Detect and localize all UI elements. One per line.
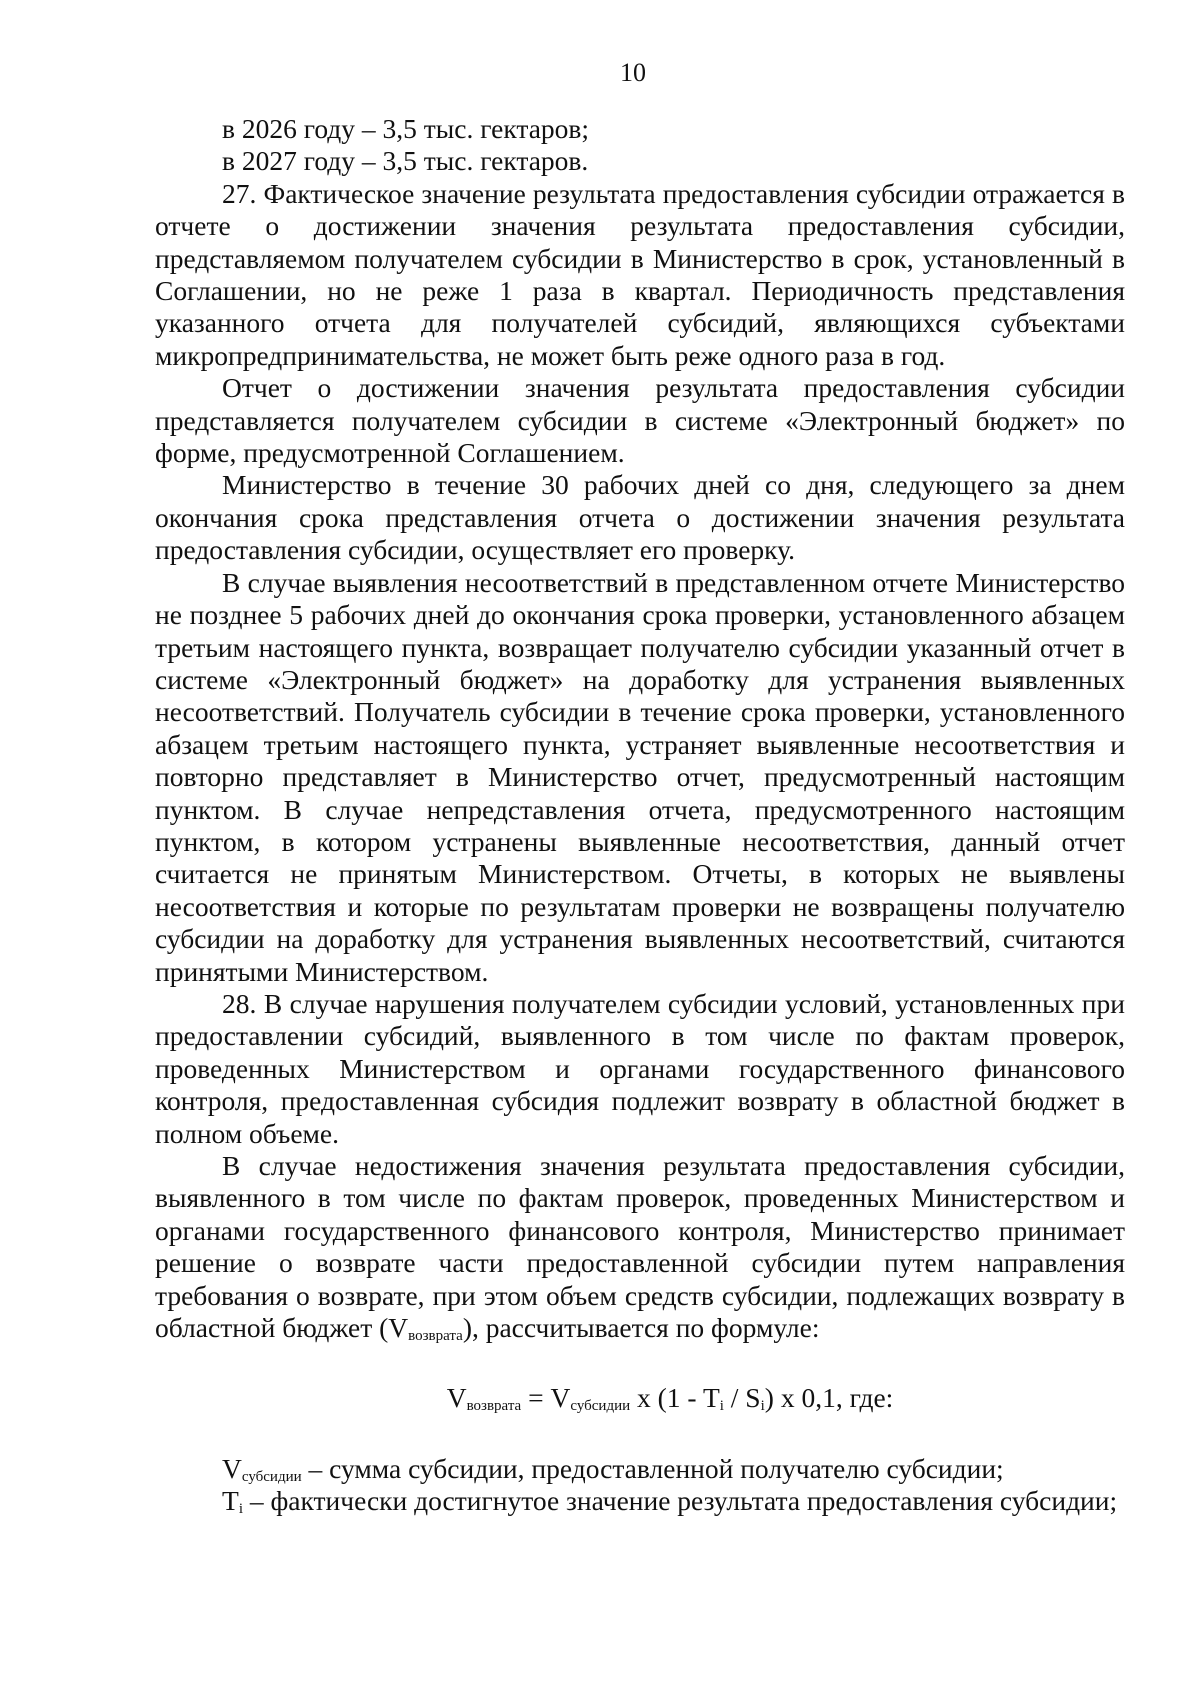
formula-s-subscript: i — [760, 1398, 765, 1415]
partial-return-text: В случае недостижения значения результата предоставления субсидии, выявленного в том числе по фактам проверок, проведенных Министерством и органами государственного финансового контроля, Министерство принимает решение о возврате части предоставленной субсидии путем направления требования о возврате, при этом объем средств субсидии, подлежащих возврату в областной бюджет (V — [155, 1150, 1125, 1344]
definition-subscript: i — [238, 1501, 243, 1518]
definition-symbol: T — [222, 1485, 239, 1517]
formula-tail: ) x 0,1, где: — [764, 1382, 894, 1414]
formula-slash: / S — [723, 1382, 761, 1414]
paragraph-27: 27. Фактическое значение результата предоставления субсидии отражается в отчете о достижении значения результата предоставления субсидии, представляемом получателем субсидии в Министерство в срок, установленный в Соглашении, но не реже 1 раза в квартал. Периодичность представления указанного отчета для получателей субсидий, являющихся субъектами микропредпринимательства, не может быть реже одного раза в год. — [155, 177, 1125, 371]
definition-text: – фактически достигнутое значение результата предоставления субсидии; — [242, 1485, 1118, 1517]
definition-t-i — [155, 1485, 1125, 1517]
formula-t-subscript: i — [719, 1398, 724, 1415]
definition-v-subsidy — [155, 1453, 1125, 1485]
paragraph-discrepancies: В случае выявления несоответствий в представленном отчете Министерство не позднее 5 рабочих дней до окончания срока проверки, установленного абзацем третьим настоящего пункта, возвращает получателю субсидии указанный отчет в системе «Электронный бюджет» на доработку для устранения выявленных несоответствий. Получатель субсидии в течение срока проверки, установленного абзацем третьим настоящего пункта, устраняет выявленные несоответствия и повторно представляет в Министерство отчет, предусмотренный настоящим пунктом. В случае непредставления отчета, предусмотренного настоящим пунктом, в котором устранены выявленные несоответствия, данный отчет считается не принятым Министерством. Отчеты, в которых не выявлены несоответствия и которые по результатам проверки не возвращены получателю субсидии на доработку для устранения выявленных несоответствий, считаются принятыми Министерством. — [155, 566, 1125, 987]
definition-subscript: субсидии — [241, 1468, 302, 1485]
formula-v-return: V — [446, 1382, 467, 1414]
text-line-2026: в 2026 году – 3,5 тыс. гектаров; — [222, 113, 590, 144]
formula-equals: = — [521, 1382, 551, 1414]
text-line-2027: в 2027 году – 3,5 тыс. гектаров. — [222, 145, 589, 177]
paragraph-report-check: Министерство в течение 30 рабочих дней со дня, следующего за днем окончания срока представления отчета о достижении значения результата предоставления субсидии, осуществляет его проверку. — [155, 469, 1125, 566]
return-formula — [155, 1382, 1125, 1414]
paragraph-partial-return — [155, 1150, 1125, 1344]
partial-return-subscript: возврата — [408, 1328, 463, 1345]
definition-symbol: V — [222, 1452, 242, 1484]
document-body — [155, 113, 1125, 1518]
formula-middle: x (1 - T — [630, 1382, 720, 1414]
formula-v-return-subscript: возврата — [466, 1398, 522, 1415]
formula-v-subsidy-subscript: субсидии — [570, 1398, 631, 1415]
definition-text: – сумма субсидии, предоставленной получателю субсидии; — [301, 1452, 1004, 1484]
formula-v-subsidy: V — [550, 1382, 571, 1414]
page-number: 10 — [620, 58, 646, 87]
paragraph-report-submission: Отчет о достижении значения результата предоставления субсидии представляется получателем субсидии в системе «Электронный бюджет» по форме, предусмотренной Соглашением. — [155, 372, 1125, 469]
partial-return-text-end: ), рассчитывается по формуле: — [462, 1312, 820, 1344]
paragraph-28: 28. В случае нарушения получателем субсидии условий, установленных при предоставлении субсидий, выявленного в том числе по фактам проверок, проведенных Министерством и органами государственного финансового контроля, предоставленная субсидия подлежит возврату в областной бюджет в полном объеме. — [155, 987, 1125, 1149]
